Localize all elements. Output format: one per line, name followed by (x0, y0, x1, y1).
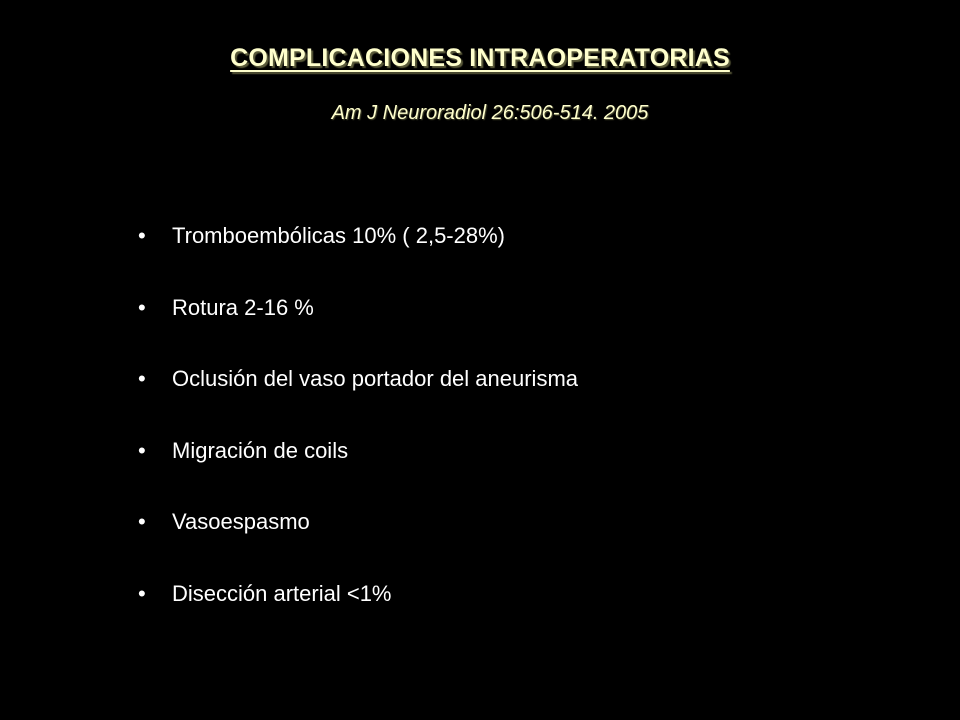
bullet-icon: • (138, 437, 146, 463)
bullet-icon: • (138, 294, 146, 320)
list-item-text: Oclusión del vaso portador del aneurisma (172, 366, 579, 391)
bullet-list (138, 218, 578, 647)
bullet-icon: • (138, 366, 146, 391)
citation: Am J Neuroradiol 26:506-514. 2005 (331, 102, 649, 124)
list-item (138, 433, 578, 469)
list-item (138, 504, 578, 540)
slide-title: COMPLICACIONES INTRAOPERATORIAS (230, 44, 730, 72)
list-item-text: Tromboembólicas 10% ( 2,5-28%) (172, 223, 505, 248)
bullet-icon: • (138, 223, 146, 248)
list-item (138, 576, 578, 612)
list-item-text: Vasoespasmo (172, 509, 310, 534)
list-item-text: Rotura 2-16 % (172, 294, 314, 320)
list-item (138, 290, 578, 326)
list-item-text: Migración de coils (172, 437, 349, 463)
bullet-icon: • (138, 580, 146, 606)
list-item-text: Disección arterial <1% (172, 580, 392, 606)
list-item (138, 218, 578, 254)
bullet-icon: • (138, 509, 146, 534)
list-item (138, 361, 578, 397)
